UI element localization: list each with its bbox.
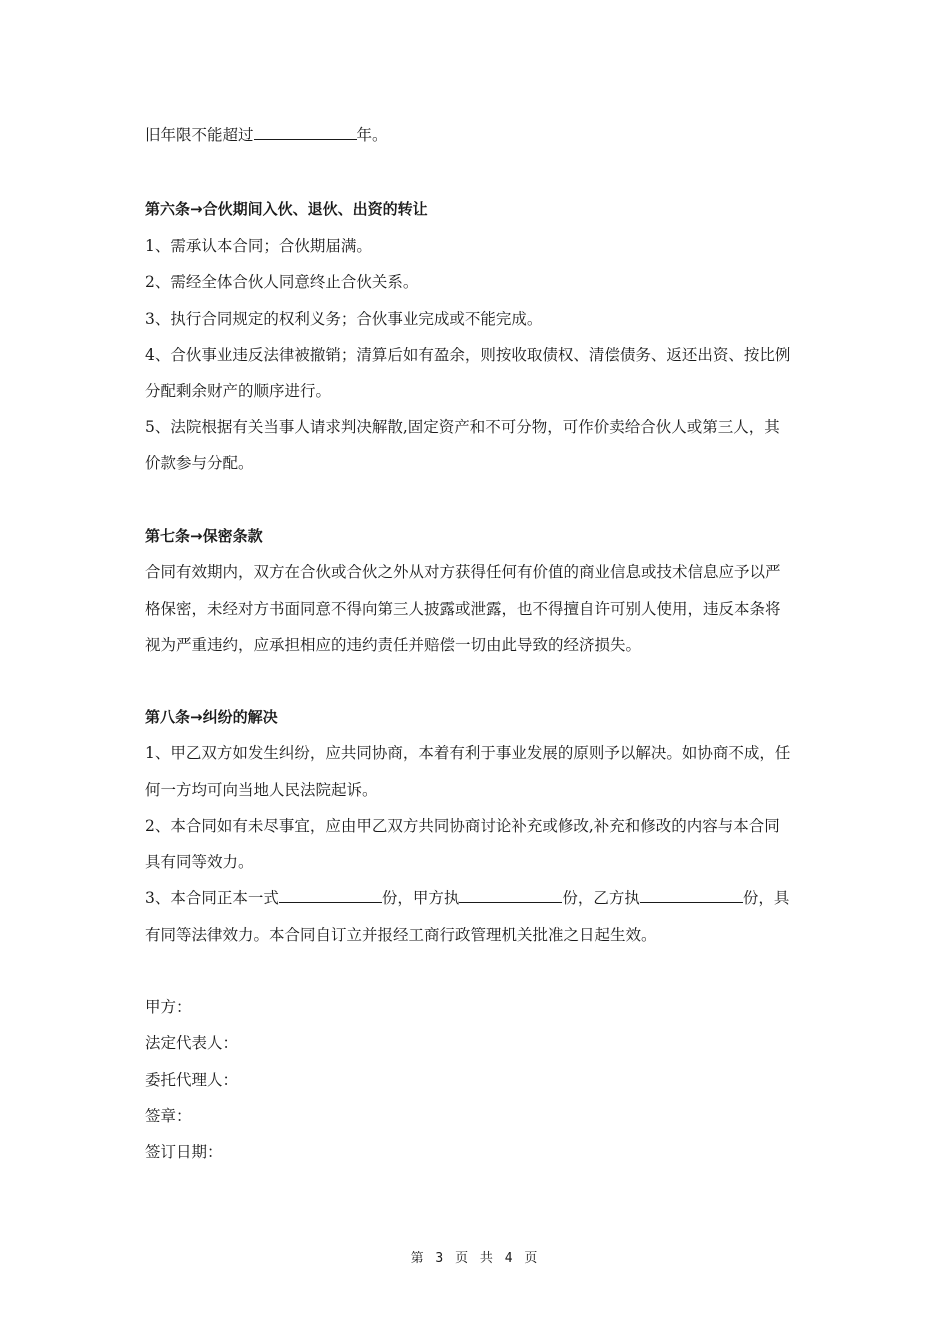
seal-label: 签章： <box>145 1107 192 1125</box>
party-a-label: 甲方： <box>145 998 192 1016</box>
fill-in-blank <box>279 888 382 903</box>
authorized-agent-label: 委托代理人： <box>145 1071 239 1089</box>
article-8-item-1-line-1: 1、甲乙双方如发生纠纷，应共同协商，本着有利于事业发展的原则予以解决。如协商不成，任 <box>145 744 791 762</box>
page-number: 第 3 页 共 4 页 <box>410 1251 540 1266</box>
continuation-suffix: 年。 <box>356 126 388 144</box>
article-6-item-3: 3、执行合同规定的权利义务；合伙事业完成或不能完成。 <box>145 310 543 328</box>
article-6-title: 第六条→合伙期间入伙、退伙、出资的转让 <box>145 200 428 218</box>
article-7-line-3: 视为严重违约，应承担相应的违约责任并赔偿一切由此导致的经济损失。 <box>145 636 642 654</box>
article-8-item-3-line-1 <box>145 888 789 908</box>
continuation-text: 旧年限不能超过 <box>145 126 254 144</box>
article-6-item-4-line-1: 4、合伙事业违反法律被撤销；清算后如有盈余，则按收取债权、清偿债务、返还出资、按比例 <box>145 346 791 364</box>
article-6-item-2: 2、需经全体合伙人同意终止合伙关系。 <box>145 273 419 291</box>
article-7-title: 第七条→保密条款 <box>145 527 263 545</box>
item-3-part-1: 3、本合同正本一式 <box>145 889 279 907</box>
signing-date-label: 签订日期： <box>145 1143 223 1161</box>
article-6-item-1: 1、需承认本合同；合伙期届满。 <box>145 237 372 255</box>
item-3-part-3: 份，乙方执 <box>562 889 640 907</box>
legal-representative-label: 法定代表人： <box>145 1034 239 1052</box>
article-8-item-2-line-2: 具有同等效力。 <box>145 853 254 871</box>
article-6-item-5-line-2: 价款参与分配。 <box>145 454 254 472</box>
article-8-item-2-line-1: 2、本合同如有未尽事宜，应由甲乙双方共同协商讨论补充或修改,补充和修改的内容与本合同 <box>145 817 780 835</box>
article-7-line-2: 格保密，未经对方书面同意不得向第三人披露或泄露，也不得擅自许可别人使用，违反本条将 <box>145 600 781 618</box>
article-6-item-5-line-1: 5、法院根据有关当事人请求判决解散,固定资产和不可分物，可作价卖给合伙人或第三人，其 <box>145 418 780 436</box>
continuation-line <box>145 125 388 145</box>
fill-in-blank <box>459 888 562 903</box>
item-3-part-4: 份，具 <box>742 889 790 907</box>
article-8-item-1-line-2: 何一方均可向当地人民法院起诉。 <box>145 781 378 799</box>
fill-in-blank <box>640 888 743 903</box>
article-8-item-3-line-2: 有同等法律效力。本合同自订立并报经工商行政管理机关批准之日起生效。 <box>145 926 657 944</box>
article-6-item-4-line-2: 分配剩余财产的顺序进行。 <box>145 382 332 400</box>
article-8-title: 第八条→纠纷的解决 <box>145 708 278 726</box>
fill-in-blank <box>254 125 357 140</box>
item-3-part-2: 份，甲方执 <box>381 889 460 907</box>
article-7-line-1: 合同有效期内，双方在合伙或合伙之外从对方获得任何有价值的商业信息或技术信息应予以严 <box>145 563 781 581</box>
